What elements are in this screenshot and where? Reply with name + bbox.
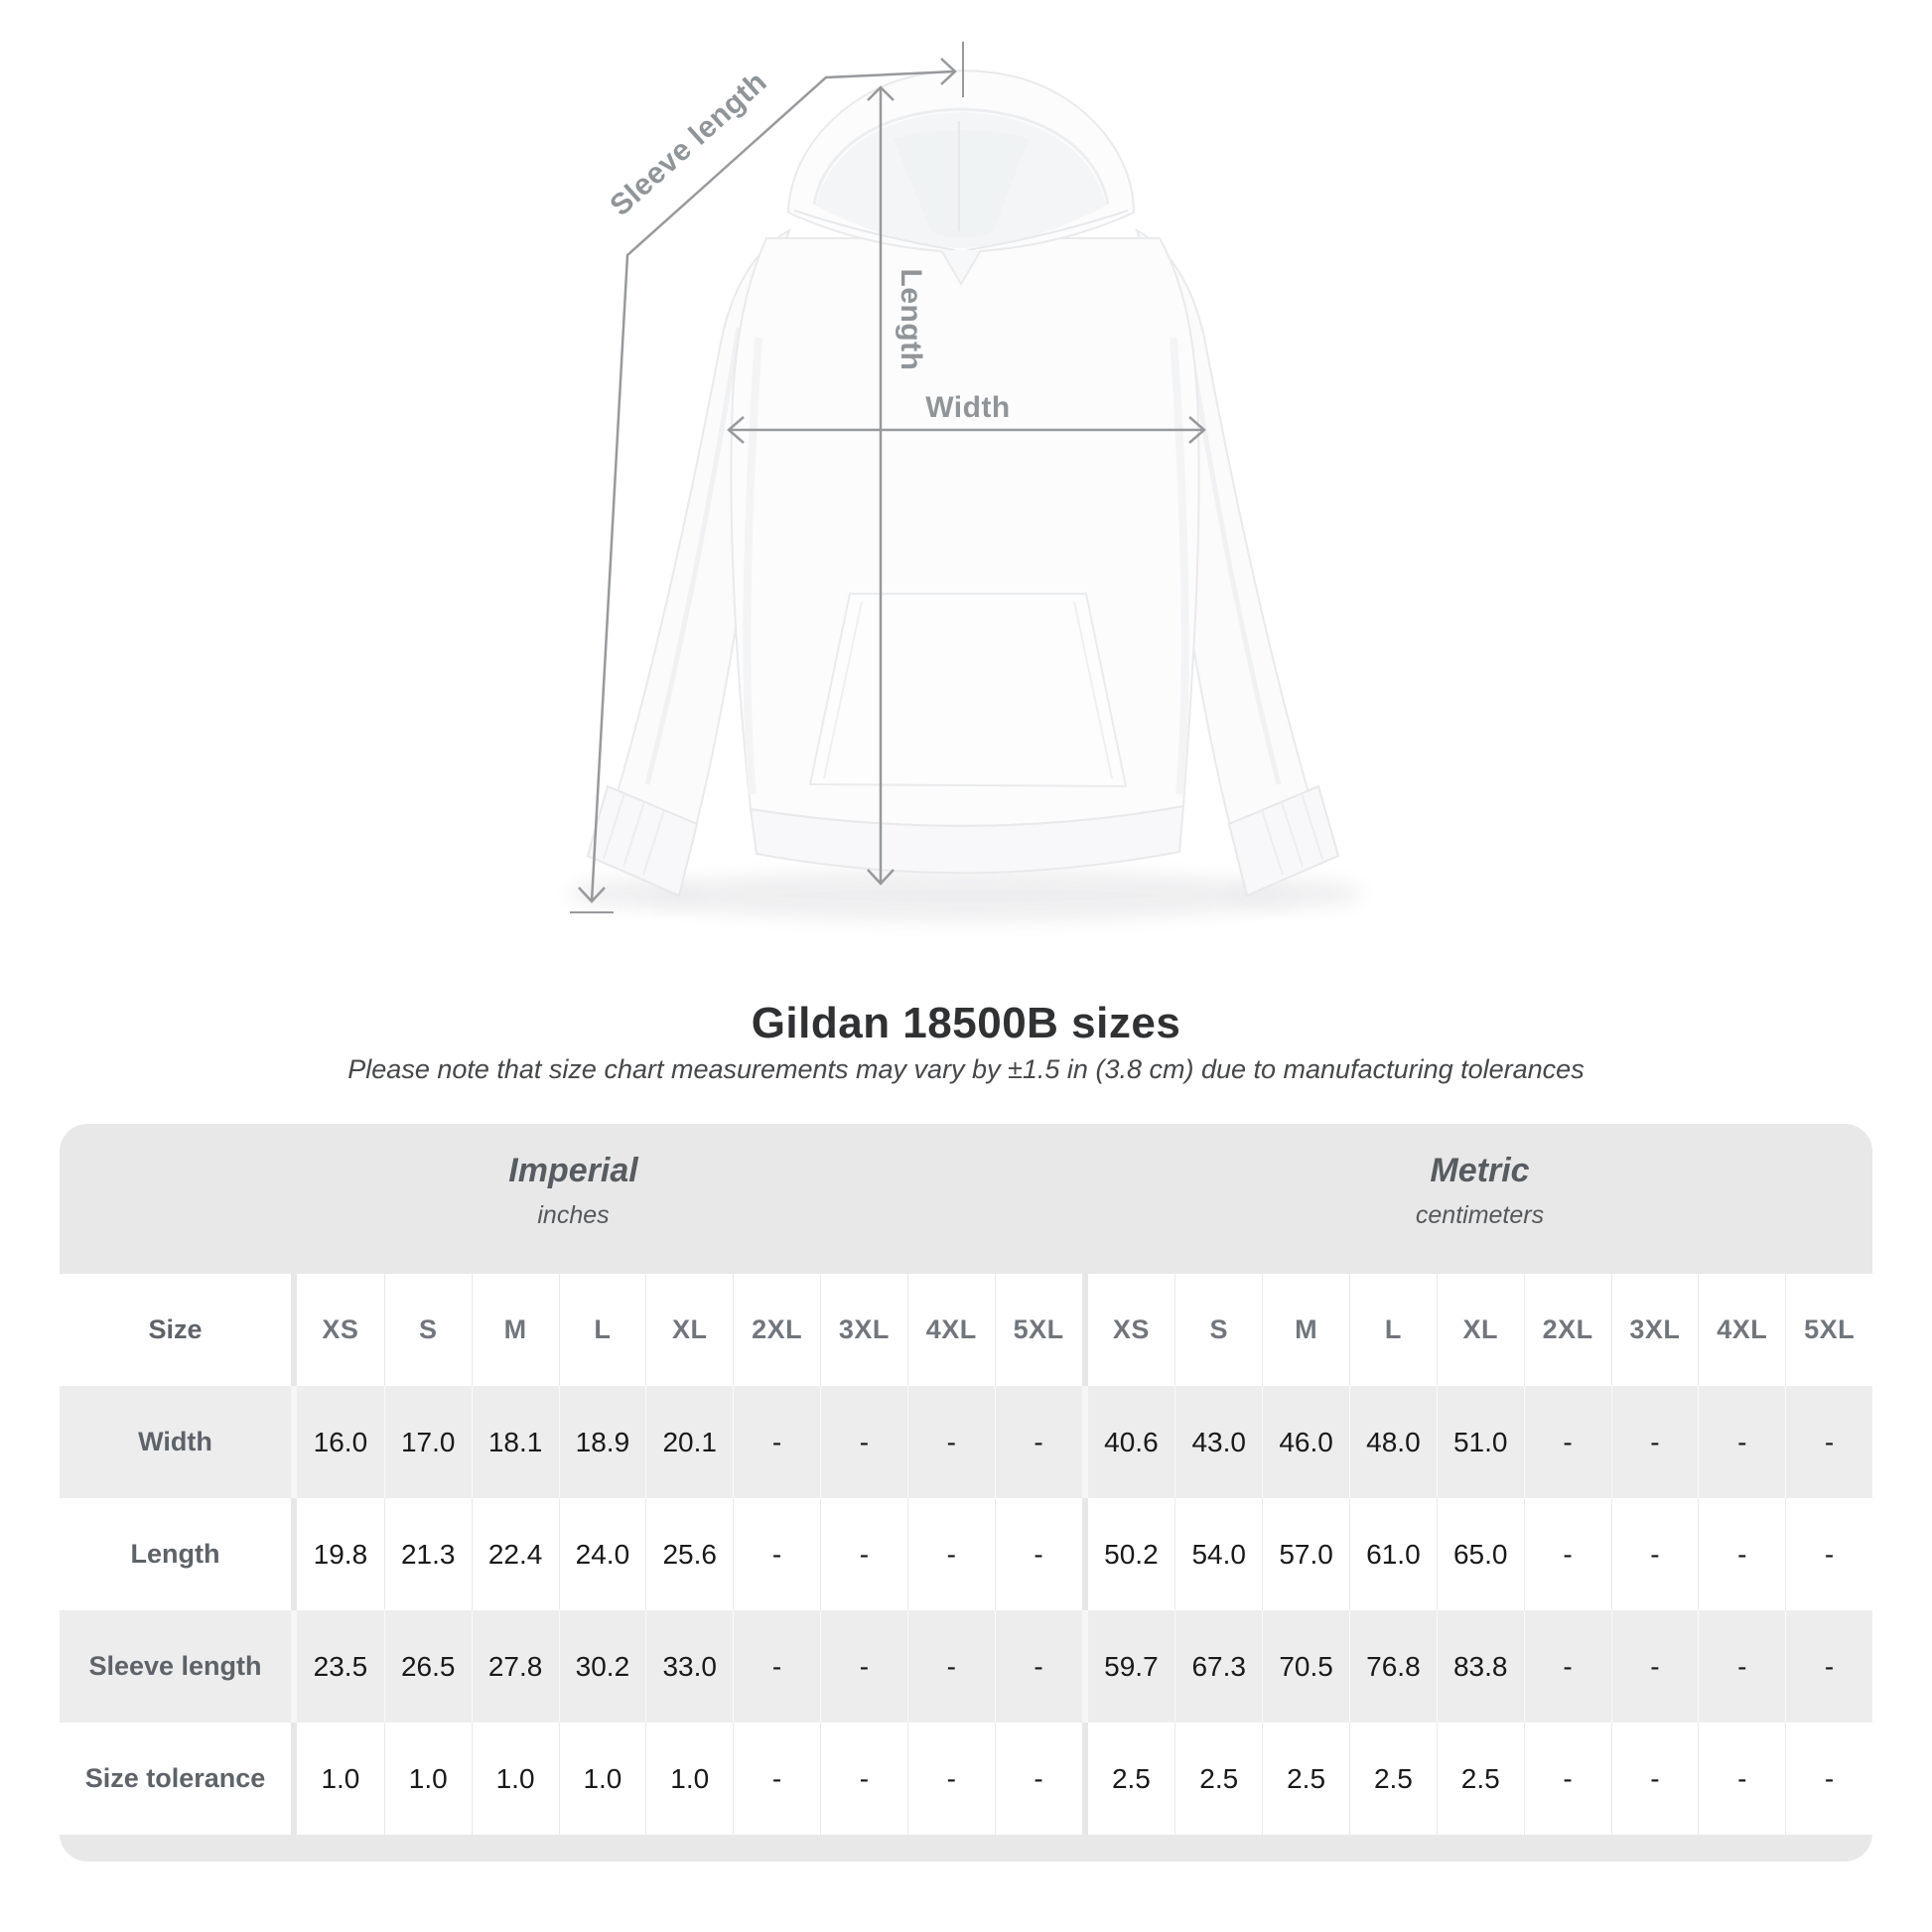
imperial-value-cell: 27.8	[472, 1610, 559, 1723]
metric-value-cell: 2.5	[1111, 1762, 1151, 1794]
metric-value-cell: 51.0	[1437, 1386, 1524, 1498]
metric-value-cell: 2.5	[1262, 1723, 1349, 1835]
metric-value-cell: 2.5	[1174, 1723, 1262, 1835]
hoodie-body	[731, 238, 1198, 873]
metric-value-cell: 83.8	[1437, 1610, 1524, 1723]
imperial-size-header: L	[559, 1274, 646, 1386]
imperial-value-cell: 16.0	[313, 1426, 368, 1457]
metric-label: Metric	[1430, 1152, 1530, 1189]
imperial-size-header: M	[472, 1274, 559, 1386]
metric-value-cell: -	[1611, 1723, 1699, 1835]
sleeve-length-label: Sleeve length	[604, 65, 773, 223]
imperial-size-header: 3XL	[820, 1274, 907, 1386]
metric-value-cell: 54.0	[1174, 1498, 1262, 1610]
imperial-value-cell: -	[733, 1386, 820, 1498]
metric-value-cell: -	[1698, 1386, 1785, 1498]
metric-value-cell: -	[1611, 1498, 1699, 1610]
metric-value-cell: -	[1524, 1723, 1611, 1835]
imperial-value-cell: -	[733, 1498, 820, 1610]
imperial-value-cell: -	[907, 1386, 995, 1498]
imperial-value-cell: 1.0	[645, 1723, 733, 1835]
imperial-unit-header	[60, 1150, 1087, 1230]
imperial-value-cell: 23.5	[313, 1650, 368, 1682]
metric-size-header: XS	[1112, 1314, 1150, 1344]
metric-value-cell: 67.3	[1174, 1610, 1262, 1723]
metric-value-cell: 50.2	[1104, 1538, 1159, 1570]
imperial-value-cell: 17.0	[384, 1386, 472, 1498]
imperial-size-header: XL	[645, 1274, 733, 1386]
metric-value-cell: 40.6	[1104, 1426, 1159, 1457]
table-row	[60, 1386, 1872, 1498]
size-column-header: Size	[148, 1314, 203, 1344]
metric-value-cell: 2.5	[1349, 1723, 1437, 1835]
width-label: Width	[925, 391, 1011, 424]
metric-value-cell: -	[1698, 1723, 1785, 1835]
imperial-value-cell: 1.0	[321, 1762, 360, 1794]
metric-value-cell: -	[1698, 1610, 1785, 1723]
metric-value-cell: 65.0	[1437, 1498, 1524, 1610]
imperial-value-cell: -	[995, 1610, 1082, 1723]
imperial-value-cell: -	[820, 1498, 907, 1610]
imperial-value-cell: 25.6	[645, 1498, 733, 1610]
imperial-size-header: XS	[322, 1314, 359, 1344]
metric-value-cell: -	[1524, 1610, 1611, 1723]
imperial-value-cell: 19.8	[313, 1538, 368, 1570]
imperial-value-cell: 33.0	[645, 1610, 733, 1723]
metric-value-cell: -	[1611, 1610, 1699, 1723]
imperial-value-cell: 1.0	[559, 1723, 646, 1835]
metric-value-cell: 48.0	[1349, 1386, 1437, 1498]
metric-size-header: S	[1174, 1274, 1262, 1386]
hoodie-image	[536, 30, 1390, 943]
row-label: Size tolerance	[84, 1763, 266, 1793]
metric-value-cell: 46.0	[1262, 1386, 1349, 1498]
metric-size-header: M	[1262, 1274, 1349, 1386]
length-label: Length	[895, 268, 927, 371]
imperial-value-cell: -	[820, 1723, 907, 1835]
metric-value-cell: 70.5	[1262, 1610, 1349, 1723]
metric-value-cell: -	[1785, 1723, 1872, 1835]
metric-value-cell: -	[1785, 1498, 1872, 1610]
table-row	[60, 1498, 1872, 1610]
metric-value-cell: -	[1611, 1386, 1699, 1498]
metric-size-header: 5XL	[1785, 1274, 1872, 1386]
imperial-value-cell: -	[995, 1723, 1082, 1835]
imperial-value-cell: -	[733, 1723, 820, 1835]
metric-value-cell: 59.7	[1104, 1650, 1159, 1682]
imperial-value-cell: 1.0	[384, 1723, 472, 1835]
metric-size-header: 3XL	[1611, 1274, 1699, 1386]
tolerance-note: Please note that size chart measurements may vary by ±1.5 in (3.8 cm) due to manufacturing tolerances	[347, 1054, 1585, 1084]
table-row	[60, 1610, 1872, 1723]
table-row	[60, 1723, 1872, 1835]
imperial-value-cell: 1.0	[472, 1723, 559, 1835]
imperial-value-cell: 26.5	[384, 1610, 472, 1723]
metric-value-cell: -	[1698, 1498, 1785, 1610]
imperial-label: Imperial	[508, 1152, 638, 1189]
imperial-size-header: S	[384, 1274, 472, 1386]
metric-value-cell: -	[1785, 1610, 1872, 1723]
imperial-value-cell: -	[907, 1498, 995, 1610]
metric-size-header: 2XL	[1524, 1274, 1611, 1386]
imperial-value-cell: 22.4	[472, 1498, 559, 1610]
imperial-value-cell: -	[733, 1610, 820, 1723]
metric-unit: centimeters	[1415, 1201, 1545, 1229]
imperial-value-cell: 21.3	[384, 1498, 472, 1610]
imperial-value-cell: 30.2	[559, 1610, 646, 1723]
imperial-value-cell: -	[995, 1498, 1082, 1610]
imperial-value-cell: 20.1	[645, 1386, 733, 1498]
size-table	[60, 1274, 1872, 1835]
row-label: Sleeve length	[88, 1651, 262, 1681]
metric-size-header: 4XL	[1698, 1274, 1785, 1386]
imperial-value-cell: -	[995, 1386, 1082, 1498]
metric-value-cell: -	[1785, 1386, 1872, 1498]
imperial-value-cell: 24.0	[559, 1498, 646, 1610]
metric-value-cell: 61.0	[1349, 1498, 1437, 1610]
imperial-unit: inches	[537, 1201, 610, 1229]
metric-value-cell: 43.0	[1174, 1386, 1262, 1498]
imperial-value-cell: -	[907, 1610, 995, 1723]
size-table-panel	[60, 1124, 1872, 1862]
imperial-value-cell: -	[820, 1610, 907, 1723]
metric-size-header: L	[1349, 1274, 1437, 1386]
table-row	[60, 1274, 1872, 1386]
imperial-value-cell: 18.1	[472, 1386, 559, 1498]
row-label: Length	[130, 1539, 220, 1569]
imperial-size-header: 5XL	[995, 1274, 1082, 1386]
imperial-size-header: 2XL	[733, 1274, 820, 1386]
imperial-size-header: 4XL	[907, 1274, 995, 1386]
metric-value-cell: -	[1524, 1498, 1611, 1610]
row-label: Width	[138, 1427, 212, 1456]
metric-size-header: XL	[1437, 1274, 1524, 1386]
imperial-value-cell: -	[907, 1723, 995, 1835]
imperial-value-cell: -	[820, 1386, 907, 1498]
metric-value-cell: -	[1524, 1386, 1611, 1498]
page-title: Gildan 18500B sizes	[751, 999, 1181, 1047]
imperial-value-cell: 18.9	[559, 1386, 646, 1498]
metric-value-cell: 2.5	[1437, 1723, 1524, 1835]
metric-value-cell: 57.0	[1262, 1498, 1349, 1610]
metric-unit-header	[1087, 1150, 1872, 1230]
metric-value-cell: 76.8	[1349, 1610, 1437, 1723]
